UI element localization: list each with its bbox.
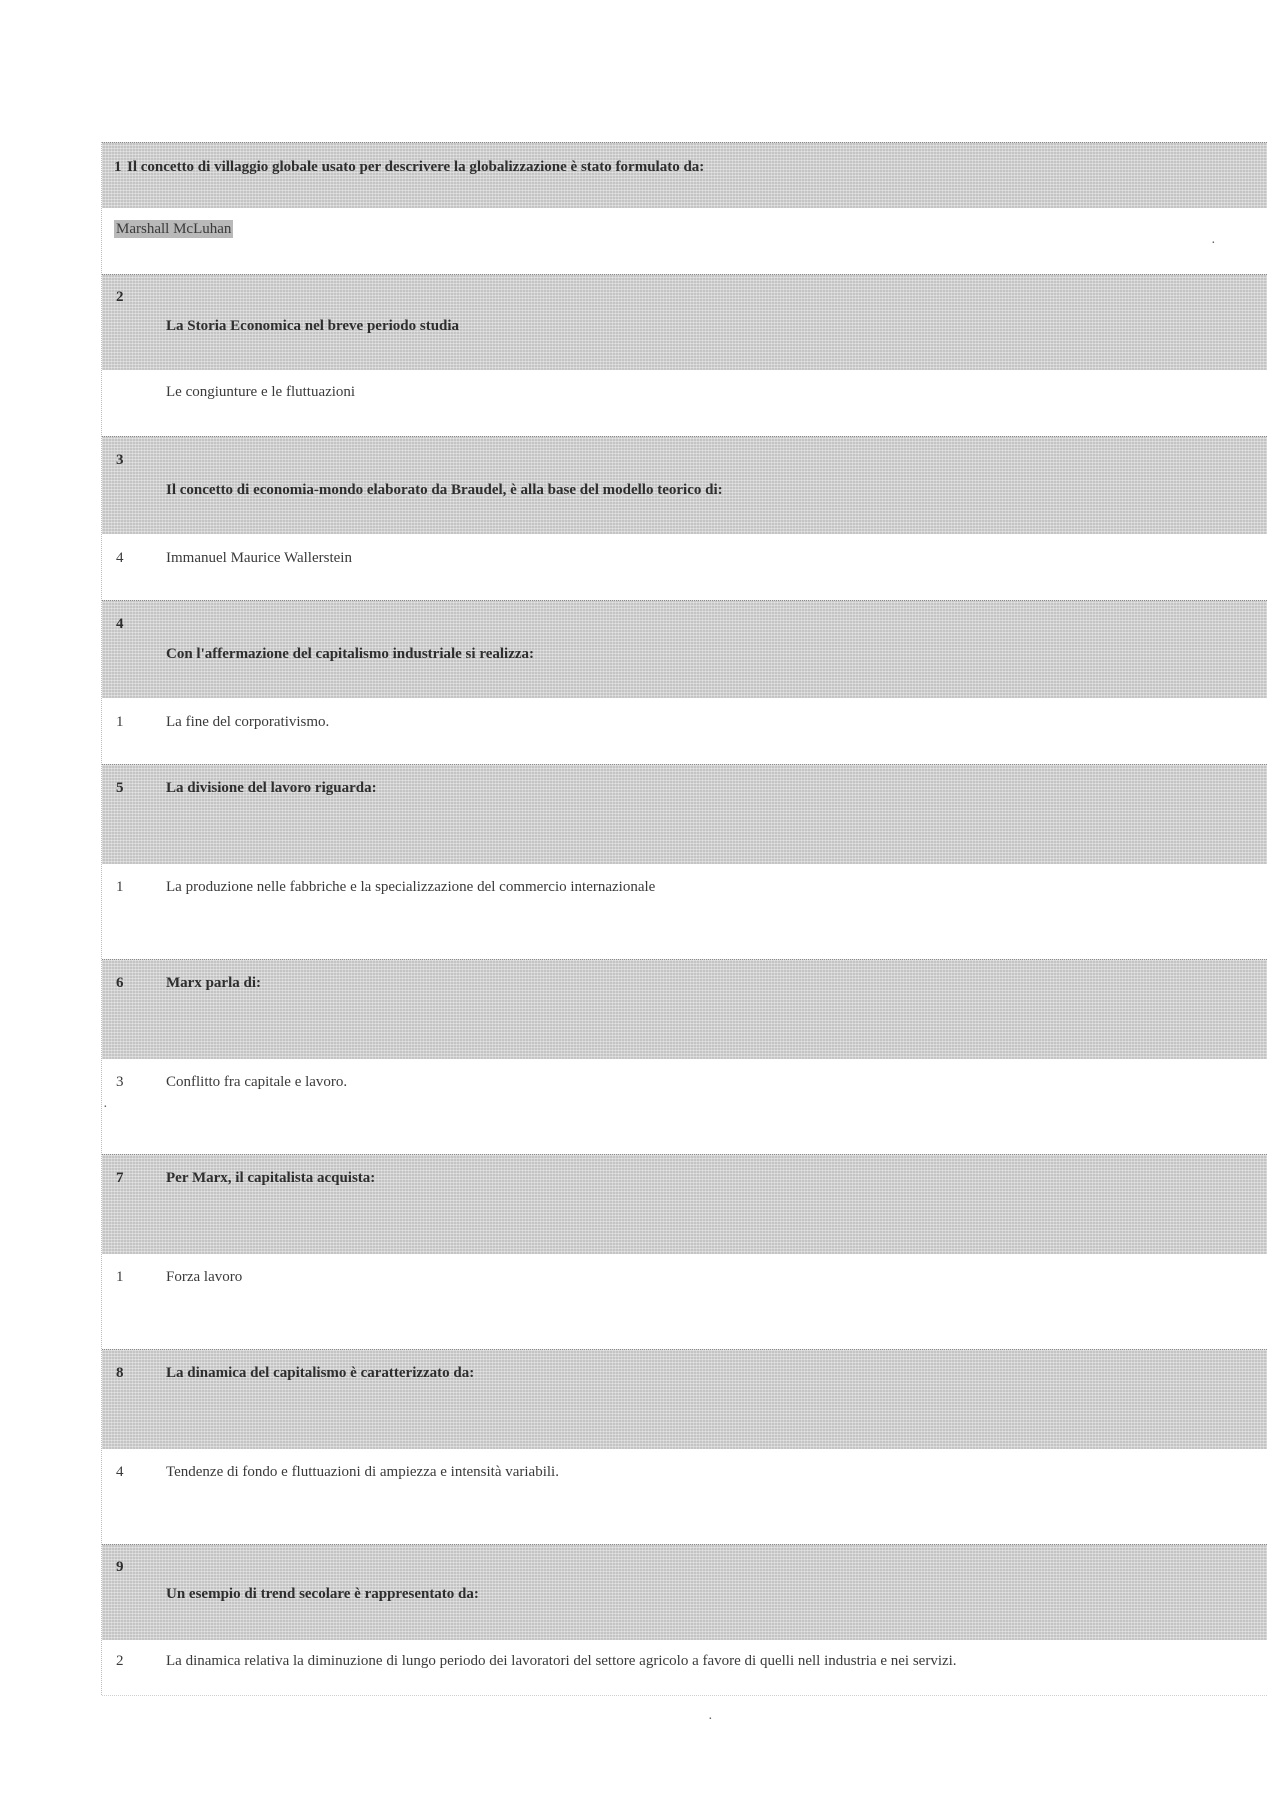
question-text: Il concetto di economia-mondo elaborato da Braudel, è alla base del modello teorico di: bbox=[166, 482, 723, 498]
question-block bbox=[102, 1154, 1267, 1256]
question-number: 4 bbox=[116, 616, 124, 632]
question-text: Un esempio di trend secolare è rappresentato da: bbox=[166, 1586, 479, 1602]
answer-choice: 1 bbox=[116, 879, 124, 895]
question-text: Per Marx, il capitalista acquista: bbox=[166, 1170, 376, 1186]
answer-choice: 3 bbox=[116, 1074, 124, 1090]
question-number: 9 bbox=[116, 1559, 124, 1575]
answer-text: La fine del corporativismo. bbox=[166, 714, 330, 730]
question-text: Marx parla di: bbox=[166, 975, 261, 991]
answer-text: La produzione nelle fabbriche e la specializzazione del commercio internazionale bbox=[166, 879, 656, 895]
question-block bbox=[102, 142, 1267, 210]
question-text: La dinamica del capitalismo è caratterizzato da: bbox=[166, 1365, 475, 1381]
answer-block bbox=[102, 1640, 1267, 1696]
question-text: La Storia Economica nel breve periodo studia bbox=[166, 318, 460, 334]
answer-block bbox=[102, 1059, 1267, 1155]
question-number: 2 bbox=[116, 289, 124, 305]
question-block bbox=[102, 1544, 1267, 1642]
question-block bbox=[102, 436, 1267, 536]
answer-block bbox=[102, 1449, 1267, 1545]
answer-choice: 4 bbox=[116, 1464, 124, 1480]
answer-choice: 4 bbox=[116, 550, 124, 566]
question-number: 8 bbox=[116, 1365, 124, 1381]
question-number: 5 bbox=[116, 780, 124, 796]
question-sheet bbox=[101, 142, 1267, 1695]
answer-text: Conflitto fra capitale e lavoro. bbox=[166, 1074, 348, 1090]
question-number: 7 bbox=[116, 1170, 124, 1186]
answer-text: La dinamica relativa la diminuzione di lungo periodo dei lavoratori del settore agricolo a favore di quelli nell industria e nei servizi. bbox=[166, 1653, 957, 1669]
question-number: 1 bbox=[114, 159, 122, 175]
question-text: La divisione del lavoro riguarda: bbox=[166, 780, 377, 796]
answer-choice: 2 bbox=[116, 1653, 124, 1669]
question-text: Il concetto di villaggio globale usato per descrivere la globalizzazione è stato formulato da: bbox=[127, 159, 705, 175]
scan-speck: · bbox=[1211, 236, 1216, 251]
question-block bbox=[102, 274, 1267, 372]
question-block bbox=[102, 600, 1267, 700]
question-number: 6 bbox=[116, 975, 124, 991]
answer-choice: 1 bbox=[116, 1269, 124, 1285]
answer-block bbox=[102, 534, 1267, 601]
question-block bbox=[102, 764, 1267, 866]
answer-text: Tendenze di fondo e fluttuazioni di ampiezza e intensità variabili. bbox=[166, 1464, 559, 1480]
answer-text: Immanuel Maurice Wallerstein bbox=[166, 550, 352, 566]
answer-text: Marshall McLuhan bbox=[116, 221, 232, 237]
question-number: 3 bbox=[116, 452, 124, 468]
scan-speck: · bbox=[708, 1712, 713, 1727]
answer-block bbox=[102, 698, 1267, 765]
question-block bbox=[102, 959, 1267, 1061]
question-text: Con l'affermazione del capitalismo industriale si realizza: bbox=[166, 646, 535, 662]
answer-block bbox=[102, 864, 1267, 960]
answer-block bbox=[102, 1254, 1267, 1350]
question-block bbox=[102, 1349, 1267, 1451]
scan-speck: · bbox=[103, 1100, 108, 1115]
answer-choice: 1 bbox=[116, 714, 124, 730]
answer-text: Le congiunture e le fluttuazioni bbox=[166, 384, 356, 400]
answer-text: Forza lavoro bbox=[166, 1269, 243, 1285]
answer-block bbox=[102, 370, 1267, 437]
answer-block bbox=[102, 208, 1267, 275]
